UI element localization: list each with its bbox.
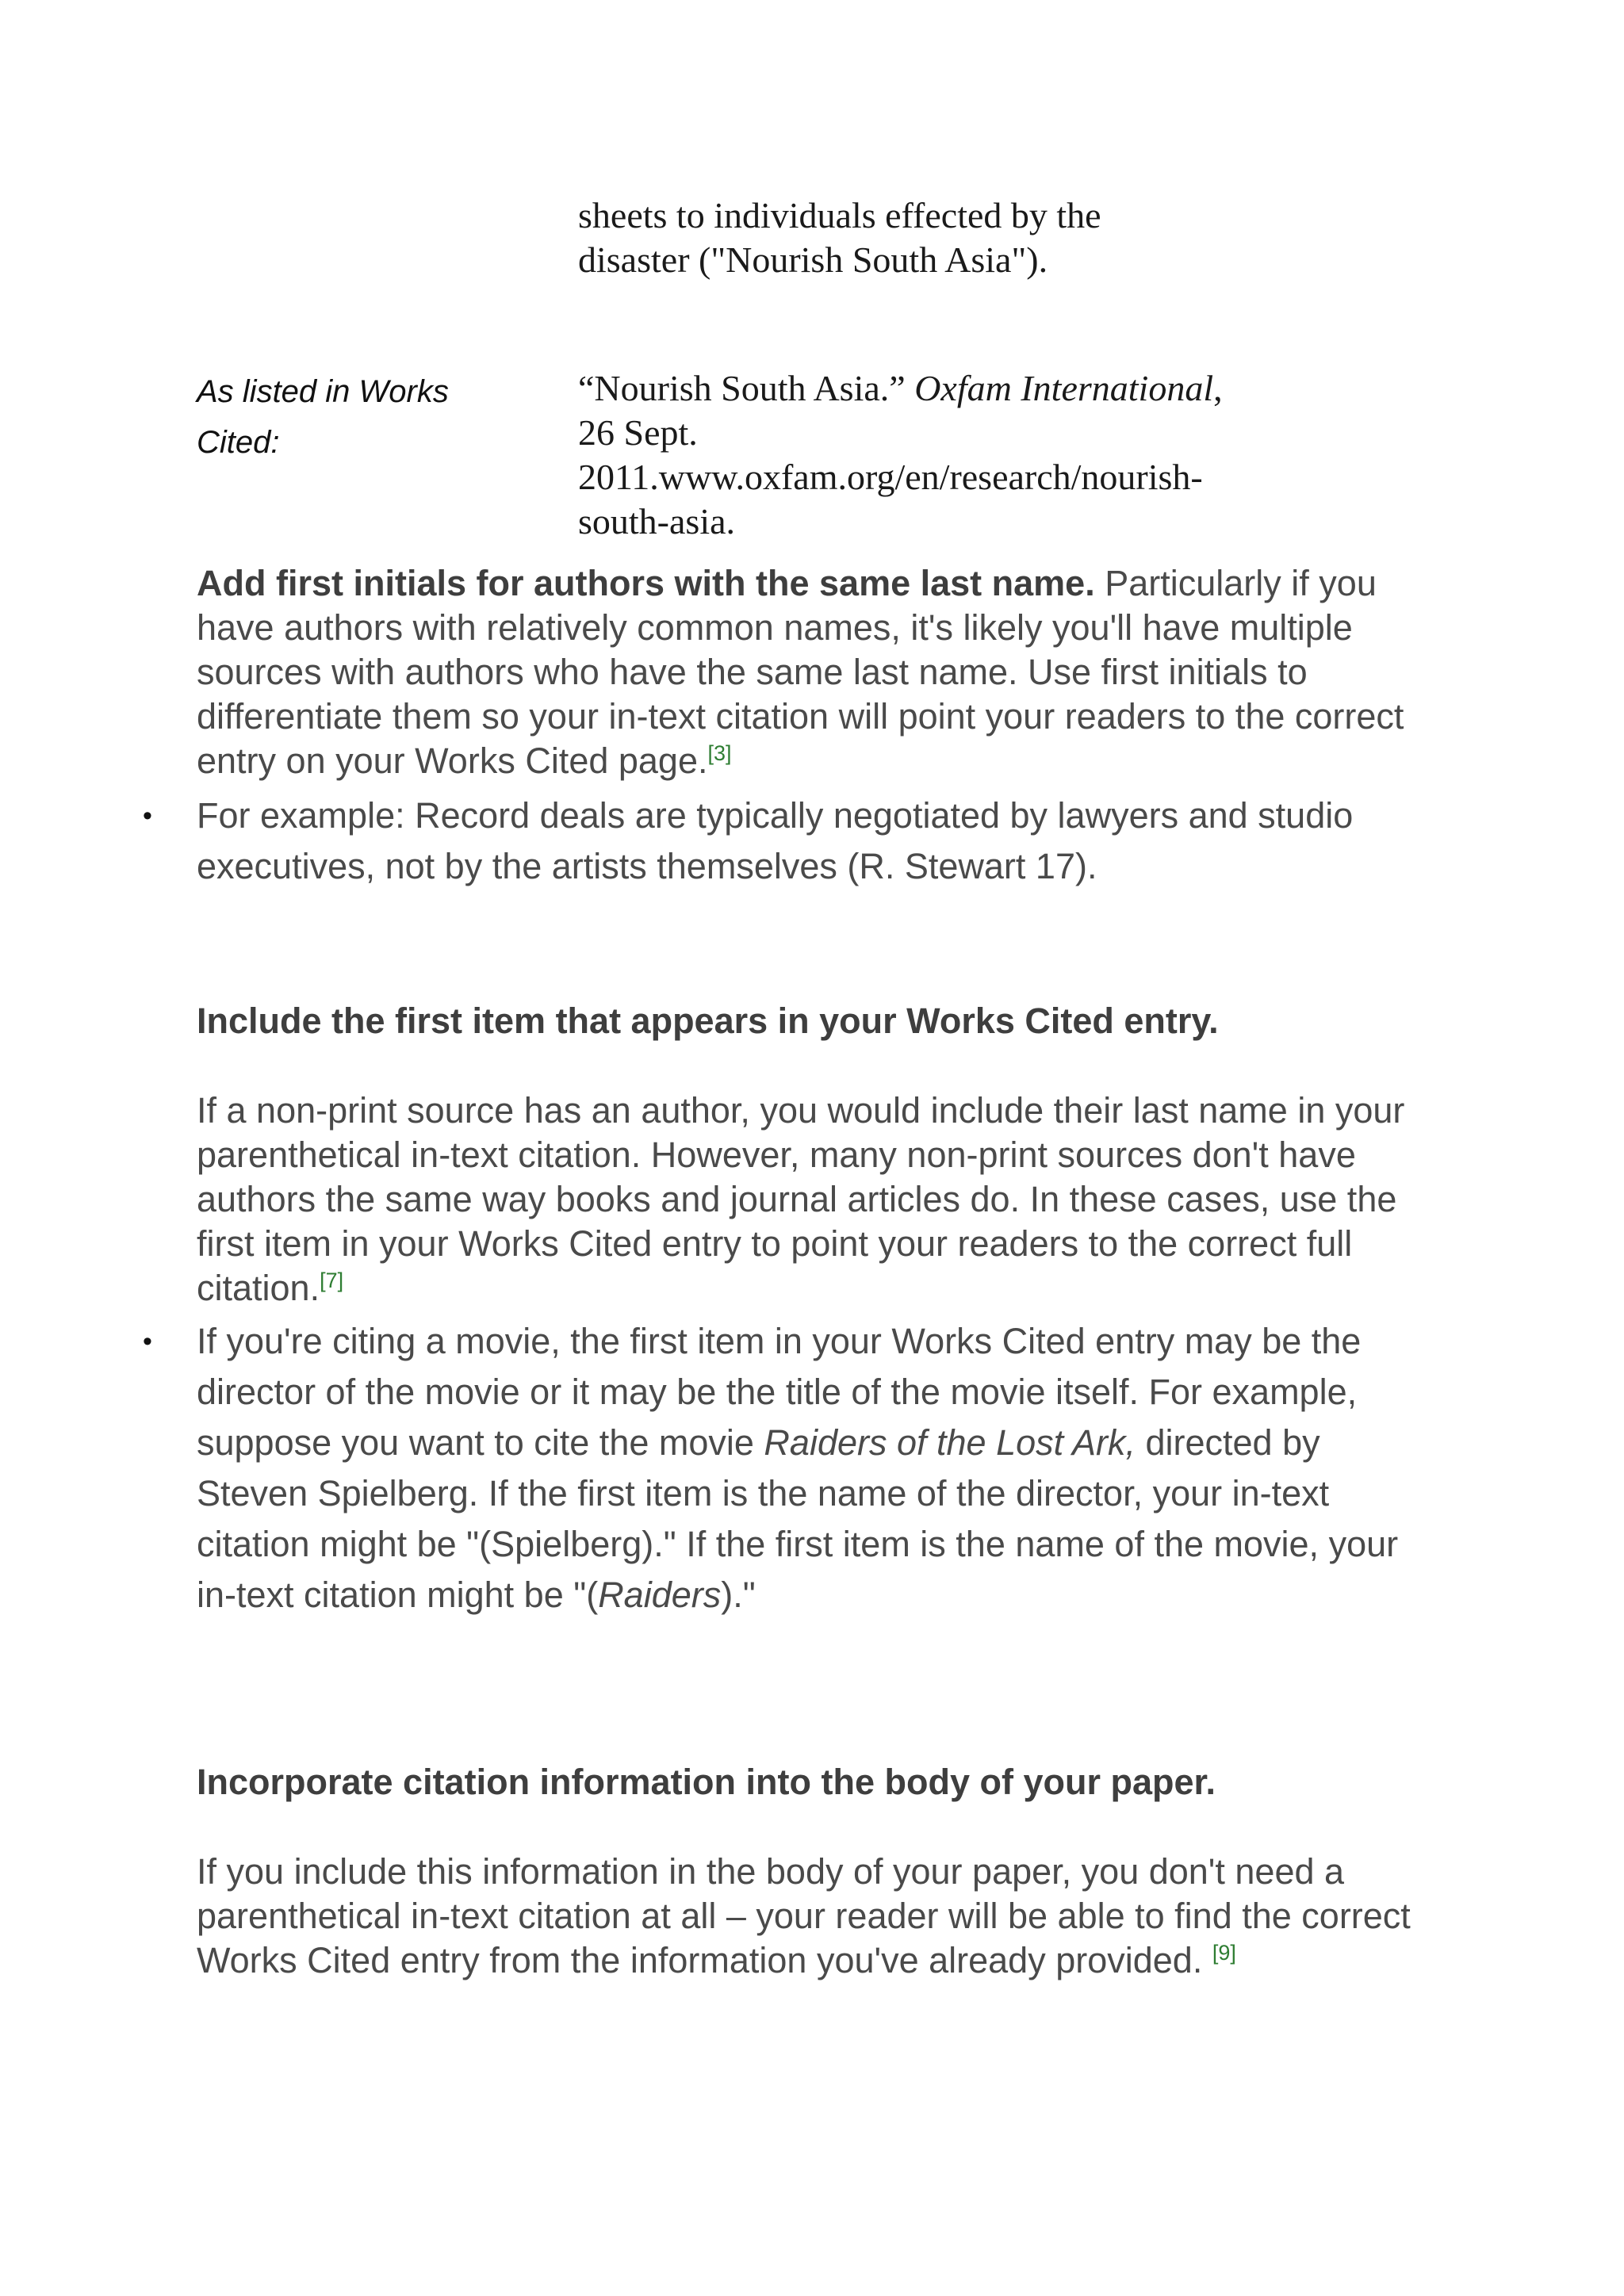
footnote-reference[interactable]: [3]: [707, 741, 732, 765]
paragraph-text: If you include this information in the body of your paper, you don't need a parenthetical in-text citation at all – your reader will be able to find the correct Works Cited entry from the information you've already provided.: [197, 1851, 1411, 1980]
paragraph-text: Particularly if you have authors with relatively common names, it's likely you'll have multiple sources with authors who have the same last name. Use first initials to differentiate them so your in-text citation will point your readers to the correct entry on your Works Cited page.: [197, 563, 1404, 781]
list-item-text: For example: Record deals are typically negotiated by lawyers and studio executives, not by the artists themselves (R. Stewart 17).: [197, 795, 1354, 886]
list-item: [143, 790, 1435, 892]
movie-short-title: Raiders: [598, 1575, 722, 1615]
citation-publisher: Oxfam International: [914, 368, 1214, 408]
section-heading: Include the first item that appears in your Works Cited entry.: [197, 1001, 1219, 1041]
bullet-icon: •: [143, 1326, 152, 1357]
bullet-icon: •: [143, 801, 152, 831]
citation-title: “Nourish South Asia.”: [578, 368, 906, 408]
section-paragraph: [197, 1089, 1434, 1311]
list-item-text: [197, 1316, 1435, 1621]
list-item: [143, 1316, 1435, 1621]
citation-details: , 26 Sept. 2011.www.oxfam.org/en/research/nourish-south-asia.: [578, 368, 1223, 541]
footnote-reference[interactable]: [7]: [320, 1269, 344, 1292]
table-cell-line: disaster ("Nourish South Asia").: [578, 239, 1048, 280]
paragraph-text: If a non-print source has an author, you would include their last name in your parenthetical in-text citation. However, many non-print sources don't have authors the same way books and journal articles do. In these cases, use the first item in your Works Cited entry to point your readers to the correct full citation.: [197, 1090, 1405, 1308]
works-cited-label: As listed in Works Cited:: [197, 374, 449, 460]
footnote-reference[interactable]: [9]: [1212, 1941, 1236, 1965]
works-cited-citation: [578, 366, 1260, 544]
table-cell-continuation: [578, 193, 1181, 282]
table-cell-line: sheets to individuals effected by the: [578, 195, 1101, 235]
section-paragraph: [197, 1850, 1434, 1983]
section-heading: Incorporate citation information into the body of your paper.: [197, 1762, 1216, 1802]
section-lead-heading: Add first initials for authors with the same last name.: [197, 563, 1095, 603]
list-text-segment: If you're citing a movie, the first item in your Works Cited entry may be the director of the movie or it may be the title of the movie itself. For example, suppose you want to cite the movie: [197, 1321, 1362, 1463]
list-text-segment: directed by Steven Spielberg. If the first item is the name of the director, your in-text citation might be "(Spielberg)." If the first item is the name of the movie, your in-text citation might be "(: [197, 1422, 1399, 1615]
list-text-segment: ).": [721, 1575, 756, 1615]
section-paragraph: [197, 561, 1434, 783]
movie-title: Raiders of the Lost Ark,: [764, 1422, 1136, 1463]
